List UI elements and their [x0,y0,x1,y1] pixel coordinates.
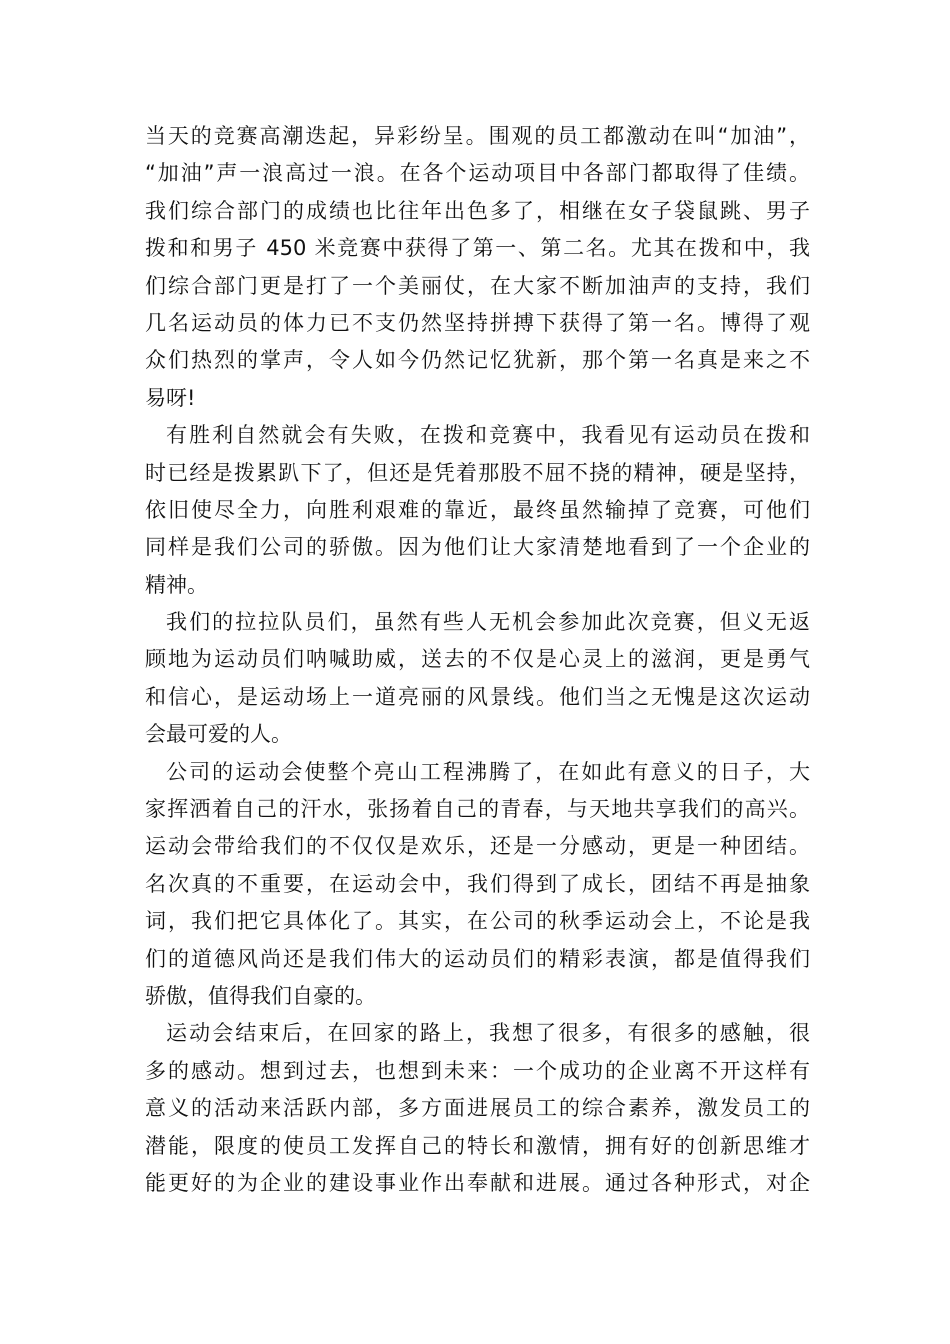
text-line: 几名运动员的体力已不支仍然坚持拼搏下获得了第一名。博得了观 [145,310,810,335]
text-line: 和信心，是运动场上一道亮丽的风景线。他们当之无愧是这次运动 [145,684,810,709]
text-line: 拨和和男子 450 米竞赛中获得了第一、第二名。尤其在拨和中，我 [145,236,810,261]
text-line: 们综合部门更是打了一个美丽仗，在大家不断加油声的支持，我们 [145,273,810,298]
text-line: 易呀! [145,385,196,410]
text-line: 多的感动。想到过去，也想到未来：一个成功的企业离不开这样有 [145,1058,810,1083]
text-line: 家挥洒着自己的汗水，张扬着自己的青春，与天地共享我们的高兴。 [145,797,810,822]
text-line: 顾地为运动员们呐喊助威，送去的不仅是心灵上的滋润，更是勇气 [145,647,810,672]
text-line: 词，我们把它具体化了。其实，在公司的秋季运动会上，不论是我 [145,909,810,934]
text-line: 运动会结束后，在回家的路上，我想了很多，有很多的感触，很 [166,1021,810,1046]
text-line: “加油”声一浪高过一浪。在各个运动项目中各部门都取得了佳绩。 [145,161,810,186]
text-line: 时已经是拨累趴下了，但还是凭着那股不屈不挠的精神，硬是坚持， [145,460,810,485]
paragraph [145,754,810,1016]
paragraph [145,417,810,604]
paragraph [145,1015,810,1202]
text-line: 同样是我们公司的骄傲。因为他们让大家清楚地看到了一个企业的 [145,535,810,560]
text-line: 运动会带给我们的不仅仅是欢乐，还是一分感动，更是一种团结。 [145,834,810,859]
text-line: 精神。 [145,572,208,597]
text-line: 能更好的为企业的建设事业作出奉献和进展。通过各种形式，对企 [145,1170,810,1195]
text-line: 当天的竞赛高潮迭起，异彩纷呈。围观的员工都激动在叫“加油”， [145,124,810,148]
text-line: 我们的拉拉队员们，虽然有些人无机会参加此次竞赛，但义无返 [166,610,810,635]
text-line: 意义的活动来活跃内部，多方面进展员工的综合素养，激发员工的 [145,1096,810,1121]
paragraph [145,604,810,754]
text-line: 有胜利自然就会有失败，在拨和竞赛中，我看见有运动员在拨和 [166,423,810,448]
text-line: 潜能，限度的使员工发挥自己的特长和激情，拥有好的创新思维才 [145,1133,810,1158]
text-line: 们的道德风尚还是我们伟大的运动员们的精彩表演，都是值得我们 [145,946,810,971]
article-body [145,118,810,1202]
text-line: 名次真的不重要，在运动会中，我们得到了成长，团结不再是抽象 [145,871,810,896]
text-line: 公司的运动会使整个亮山工程沸腾了，在如此有意义的日子，大 [166,759,810,784]
text-line: 我们综合部门的成绩也比往年出色多了，相继在女子袋鼠跳、男子 [145,198,810,223]
text-line: 依旧使尽全力，向胜利艰难的靠近，最终虽然输掉了竞赛，可他们 [145,497,810,522]
text-line: 众们热烈的掌声，令人如今仍然记忆犹新，那个第一名真是来之不 [145,348,810,373]
paragraph [145,118,810,417]
text-line: 骄傲，值得我们自豪的。 [145,983,376,1008]
text-line: 会最可爱的人。 [145,722,292,747]
